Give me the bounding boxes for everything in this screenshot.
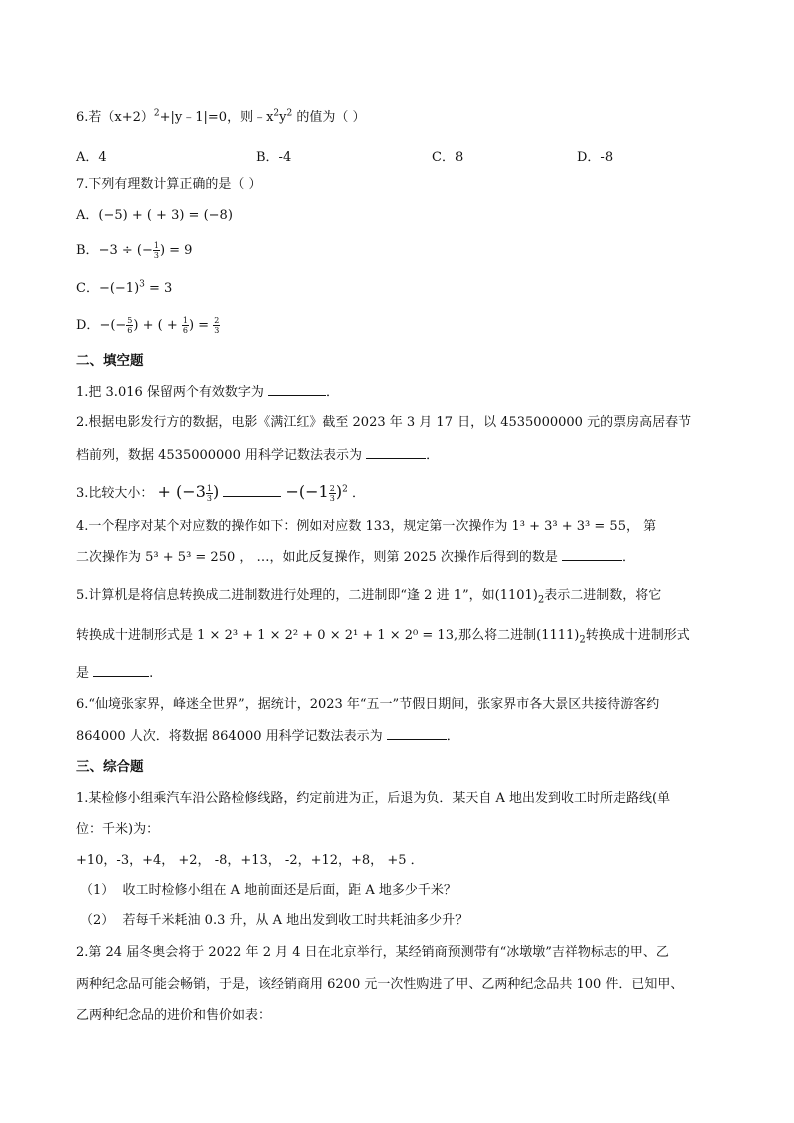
q6-text-pre: 6.若（x+2） xyxy=(76,110,154,125)
q7-b-numerator: 1 xyxy=(153,241,159,250)
fill-3-b-denominator: 3 xyxy=(329,494,335,503)
fill-6-line-2 xyxy=(76,727,460,746)
q7-b-expr-pre: −3 ÷ (− xyxy=(98,243,153,258)
q7-d-numerator-1: 5 xyxy=(127,316,133,325)
comp-1-sub-1-number: （1） xyxy=(80,883,115,898)
q7-d-expr-eq: ) = xyxy=(188,318,214,333)
fill-6-text: 864000 人次．将数据 864000 用科学记数法表示为 xyxy=(76,729,383,744)
fill-3-a-numerator: 1 xyxy=(206,484,212,493)
fill-5-end: . xyxy=(149,666,154,681)
q7-d-denominator-2: 6 xyxy=(182,326,188,335)
fill-5-text-2: 转换成十进制形式是 xyxy=(76,628,194,643)
fill-1-text: 1.把 3.016 保留两个有效数字为 xyxy=(76,385,264,400)
q7-a-expression: (−5) + ( + 3) = (−8) xyxy=(98,208,233,223)
fill-2-line-1: 2.根据电影发行方的数据，电影《满江红》截至 2023 年 3 月 17 日，以 4535000000 元的票房高居春节 xyxy=(76,415,692,430)
q7-d-fraction-3 xyxy=(213,316,220,335)
fill-5-line-2 xyxy=(76,627,690,645)
q7-c-expr-pre: −(−1) xyxy=(98,281,140,296)
fill-4-math-2: 5³ + 5³ = 250 xyxy=(145,550,236,565)
fill-3 xyxy=(76,483,365,503)
fill-3-answer-blank[interactable] xyxy=(223,484,281,497)
q7-option-a xyxy=(76,207,233,225)
comp-1-line-2: 位：千米)为： xyxy=(76,822,160,837)
fill-1-end: ． xyxy=(326,385,340,400)
q6-option-b: B．-4 xyxy=(256,150,292,165)
fill-4-line-1 xyxy=(76,518,656,536)
fill-2-line-2 xyxy=(76,446,439,465)
comp-2-line-3: 乙两种纪念品的进价和售价如表： xyxy=(76,1008,272,1023)
q7-d-expr-mid: ) + ( + xyxy=(133,318,182,333)
q7-d-numerator-3: 2 xyxy=(214,316,220,325)
q7-option-d xyxy=(76,316,220,335)
fill-6-end: ． xyxy=(446,729,460,744)
q6-option-d: D．-8 xyxy=(577,150,614,165)
fill-1 xyxy=(76,383,339,402)
fill-3-b-exponent: 2 xyxy=(342,484,348,495)
q6-option-c: C．8 xyxy=(432,150,464,165)
question-7-stem: 7.下列有理数计算正确的是（ ） xyxy=(76,177,262,192)
q6-exponent-x: 2 xyxy=(273,108,280,119)
fill-4-text-1: 4.一个程序对某个对应数的操作如下：例如对应数 133，规定第一次操作为 xyxy=(76,519,508,534)
fill-2-answer-blank[interactable] xyxy=(366,446,426,459)
comp-1-sub-2-number: （2） xyxy=(80,913,115,928)
question-6-stem xyxy=(76,109,366,127)
q6-exponent: 2 xyxy=(153,108,160,119)
comp-2-line-1: 2.第 24 届冬奥会将于 2022 年 2 月 4 日在北京举行，某经销商预测带有“冰墩墩”吉祥物标志的甲、乙 xyxy=(76,945,669,960)
comp-1-sub-2 xyxy=(80,912,468,930)
fill-5-subscript-1: 2 xyxy=(537,594,545,606)
fill-5-line-1 xyxy=(76,587,661,605)
fill-5-answer-blank[interactable] xyxy=(93,664,149,677)
fill-3-a-post: ) xyxy=(212,482,220,501)
comp-1-values: +10，-3，+4， +2， -8，+13， -2，+12，+8， +5 ． xyxy=(76,853,424,868)
fill-5-text-2-end: 转换成十进制形式 xyxy=(585,628,690,643)
comp-2-line-2: 两种纪念品可能会畅销，于是，该经销商用 6200 元一次性购进了甲、乙两种纪念品共 100 件．已知甲、 xyxy=(76,977,684,992)
fill-3-a-pre: + (−3 xyxy=(157,482,206,501)
fill-4-text-1-post: ， 第 xyxy=(625,519,657,534)
fill-2-end: ． xyxy=(426,448,440,463)
q7-b-expr-post: ) = 9 xyxy=(159,243,193,258)
fill-5-line-3 xyxy=(76,664,153,683)
q6-option-a: A．4 xyxy=(76,150,107,165)
fill-3-end: ． xyxy=(351,486,365,501)
fill-5-text-2-post: ,那么将二进制(1111) xyxy=(453,628,580,643)
comp-1-line-1: 1.某检修小组乘汽车沿公路检修线路，约定前进为正，后退为负．某天自 A 地出发到收工时所走路线(单 xyxy=(76,791,671,806)
q6-var-y: y xyxy=(279,110,287,125)
q7-d-denominator-3: 3 xyxy=(214,326,220,335)
q7-option-c xyxy=(76,280,172,298)
q7-b-label: B． xyxy=(76,243,99,258)
fill-5-text-1: 5.计算机是将信息转换成二进制数进行处理的，二进制即“逢 2 进 1”，如(1101) xyxy=(76,588,538,603)
section-title-fill-in: 二、填空题 xyxy=(76,353,144,369)
fill-3-a-denominator: 3 xyxy=(206,494,212,503)
section-title-comprehensive: 三、综合题 xyxy=(76,759,144,775)
fill-3-a-fraction xyxy=(206,484,213,503)
q6-exponent-y: 2 xyxy=(286,108,293,119)
fill-4-text-2: 二次操作为 xyxy=(76,550,142,565)
q7-d-denominator-1: 6 xyxy=(127,326,133,335)
fill-5-text-1-post: 表示二进制数，将它 xyxy=(544,588,662,603)
q7-d-fraction-2 xyxy=(182,316,189,335)
q7-b-fraction xyxy=(153,241,160,260)
fill-3-text: 3.比较大小： xyxy=(76,486,154,501)
fill-1-answer-blank[interactable] xyxy=(268,383,326,396)
comp-1-sub-1 xyxy=(80,882,457,900)
fill-4-text-2-post: ， …，如此反复操作，则第 2025 次操作后得到的数是 xyxy=(239,550,558,565)
q7-d-numerator-2: 1 xyxy=(182,316,188,325)
fill-4-end: ． xyxy=(622,550,636,565)
q7-a-label: A． xyxy=(76,208,99,223)
q7-d-expr-pre: −(− xyxy=(99,318,127,333)
q7-d-label: D． xyxy=(76,318,100,333)
q7-option-b xyxy=(76,241,192,260)
fill-3-b-numerator: 2 xyxy=(329,484,335,493)
fill-6-answer-blank[interactable] xyxy=(387,727,447,740)
fill-2-text: 档前列，数据 4535000000 用科学记数法表示为 xyxy=(76,448,362,463)
q7-c-label: C． xyxy=(76,281,99,296)
comp-1-sub-2-text: 若每千米耗油 0.3 升，从 A 地出发到收工时共耗油多少升？ xyxy=(122,913,469,928)
fill-4-math-1: 1³ + 3³ + 3³ = 55 xyxy=(511,519,626,534)
fill-3-b-fraction xyxy=(329,484,336,503)
q7-c-expr-post: = 3 xyxy=(144,281,173,296)
fill-4-answer-blank[interactable] xyxy=(562,548,622,561)
fill-6-line-1: 6.“仙境张家界，峰迷全世界”，据统计，2023 年“五一”节假日期间，张家界市各大景区共接待游客约 xyxy=(76,697,660,712)
q7-c-exponent: 3 xyxy=(139,279,145,290)
fill-4-line-2 xyxy=(76,548,635,567)
fill-3-b-pre: −(−1 xyxy=(285,482,329,501)
q7-b-denominator: 3 xyxy=(153,251,159,260)
comp-1-sub-1-text: 收工时检修小组在 A 地前面还是后面，距 A 地多少千米？ xyxy=(122,883,457,898)
q6-text-post: 的值为（ ） xyxy=(296,110,366,125)
q6-text-mid: +|y﹣1|=0，则﹣x xyxy=(159,110,274,125)
fill-5-subscript-2: 2 xyxy=(579,634,586,646)
fill-5-math: 1 × 2³ + 1 × 2² + 0 × 2¹ + 1 × 2⁰ = 13 xyxy=(197,628,454,643)
fill-5-text-3: 是 xyxy=(76,666,90,681)
fill-3-b-post: ) xyxy=(335,482,343,501)
